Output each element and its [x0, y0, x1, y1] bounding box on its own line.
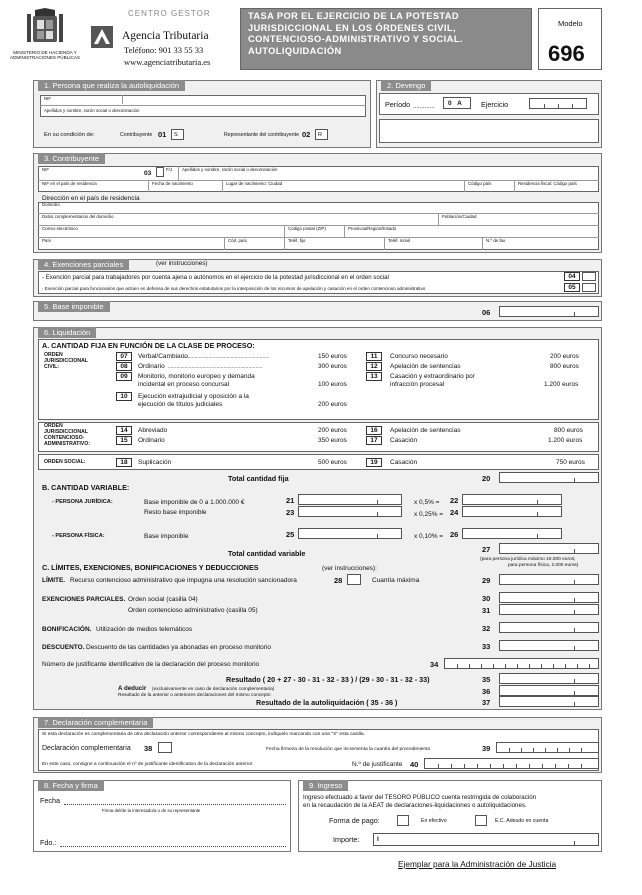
representante-label: Representante del contribuyente	[224, 132, 299, 138]
apellidos-input[interactable]	[154, 107, 364, 115]
section-3-contribuyente	[33, 153, 602, 253]
importe-input[interactable]	[373, 833, 599, 846]
limite-checkbox[interactable]	[347, 574, 361, 585]
casilla-16[interactable]: 16	[366, 426, 382, 435]
orden-civil-label: ORDEN JURISDICCIONAL CIVIL:	[44, 352, 89, 370]
descuento-input[interactable]	[499, 640, 599, 651]
casilla-09[interactable]: 09	[116, 372, 132, 381]
pj-cuota1-input[interactable]	[462, 494, 562, 505]
monitorio-label-2: incidental en proceso concursal	[138, 381, 230, 388]
casilla-06: 06	[482, 308, 491, 317]
pj-tramo2-input[interactable]	[298, 506, 402, 517]
casacion-civil-label: Casación y extraordinario por	[390, 373, 475, 380]
periodo-value: 0 A	[448, 100, 464, 107]
suplicacion-value: 500 euros	[318, 459, 347, 466]
agency-phone: Teléfono: 901 33 55 33	[124, 45, 204, 55]
resultado-label: Resultado ( 20 + 27 - 30 - 31 - 32 - 33 ) / (29 - 30 - 31 - 32 - 33)	[226, 675, 430, 684]
casilla-39: 39	[482, 744, 491, 753]
casilla-34: 34	[430, 660, 439, 669]
resultado-autoliquidacion-input[interactable]	[499, 696, 599, 707]
total-fija-label: Total cantidad fija	[228, 474, 289, 483]
ordinario-civil-label: Ordinario	[138, 363, 165, 370]
casilla-04: 04	[564, 272, 580, 281]
agency-web: www.agenciatributaria.es	[124, 57, 211, 67]
importe-label: Importe:	[333, 835, 360, 844]
casilla-01: 01	[158, 130, 167, 139]
coat-of-arms-icon	[25, 8, 65, 46]
efectivo-label: En efectivo	[421, 818, 447, 824]
monitorio-value: 100 euros	[318, 381, 347, 388]
justificante-monitorio-input[interactable]	[444, 658, 599, 669]
concurso-label: Concurso necesario	[390, 353, 448, 360]
agency-name: Agencia Tributaria	[122, 30, 209, 42]
ministry-name: MINISTERIO DE HACIENDA Y ADMINISTRACIONES PÚBLICAS	[10, 50, 80, 60]
bonificacion-text: Utilización de medios telemáticos	[96, 626, 193, 633]
apelacion-cont-label: Apelación de sentencias	[390, 427, 461, 434]
section-2-heading: 2. Devengo	[381, 80, 431, 91]
fecha-firmeza-label: Fecha firmeza de la resolución que incrementa la cuantía del procedimiento	[266, 747, 431, 752]
s3-nif-label: NIF	[42, 167, 50, 172]
importe-prefix: I	[377, 836, 379, 843]
codigo-pais-label: Código país	[468, 181, 492, 186]
total-variable-input[interactable]	[499, 543, 599, 554]
contribuyente-code: S	[174, 132, 178, 138]
descuento-text: Descuento de las cantidades ya abonadas en proceso monitorio	[86, 644, 272, 651]
casilla-07[interactable]: 07	[116, 352, 132, 361]
complementaria-checkbox[interactable]	[158, 742, 172, 753]
ejercicio-input[interactable]	[529, 98, 587, 109]
casilla-17[interactable]: 17	[366, 436, 382, 445]
correo-label: Correo electrónico	[42, 226, 78, 231]
dots: ....................................................................	[168, 364, 263, 370]
section-4-heading: 4. Exenciones parciales	[38, 259, 129, 270]
section-7-heading: 7. Declaración complementaria	[38, 717, 153, 728]
persona-juridica-label: - PERSONA JURÍDICA:	[52, 499, 113, 505]
pago-adeudo-checkbox[interactable]	[475, 815, 487, 826]
resultado-autoliquidacion-label: Resultado de la autoliquidación ( 35 - 36 )	[256, 698, 398, 707]
casilla-11[interactable]: 11	[366, 352, 382, 361]
a-deducir-label: A deducir	[118, 685, 147, 692]
fj-label: F/J	[166, 167, 173, 172]
casilla-20: 20	[482, 474, 491, 483]
s4-instructions: (ver instrucciones)	[156, 260, 208, 267]
periodo-label: Período	[385, 100, 411, 109]
casilla-32: 32	[482, 624, 491, 633]
section-9-ingreso	[298, 780, 602, 852]
numero-justificante-label: N.º de justificante	[352, 761, 403, 768]
casilla-36: 36	[482, 687, 491, 696]
pj-rate1: x 0,5% =	[414, 499, 440, 506]
representante-code: R	[318, 132, 322, 138]
apelacion-cont-value: 800 euros	[554, 427, 583, 434]
bonificacion-input[interactable]	[499, 622, 599, 633]
casilla-23: 23	[286, 508, 295, 517]
domicilio-label: Domicilio	[42, 202, 60, 207]
nif-input[interactable]	[42, 101, 120, 104]
ejecucion-value: 200 euros	[318, 401, 347, 408]
firmante-input[interactable]	[60, 846, 286, 847]
section-b-title: B. CANTIDAD VARIABLE:	[42, 483, 130, 492]
exenciones-parciales-label: EXENCIONES PARCIALES.	[42, 596, 126, 603]
descuento-label: DESCUENTO.	[42, 644, 85, 651]
residencia-fiscal-label: Residencia fiscal: Código país	[518, 181, 577, 186]
casilla-02: 02	[302, 130, 311, 139]
section-6-heading: 6. Liquidación	[38, 327, 96, 338]
base-imponible-input[interactable]	[499, 306, 599, 317]
abreviado-label: Abreviado	[138, 427, 168, 434]
casacion-cont-label: Casación	[390, 437, 418, 444]
section-6-liquidacion	[33, 327, 602, 710]
casacion-social-label: Casación	[390, 459, 418, 466]
orden-contencioso-label: ORDEN JURISDICCIONAL CONTENCIOSO-ADMINISTRATIVO:	[44, 423, 91, 447]
forma-pago-label: Forma de pago:	[329, 816, 380, 825]
verbal-label: Verbal/Cambiario	[138, 353, 188, 360]
casilla-31: 31	[482, 606, 491, 615]
cuantia-maxima-input[interactable]	[499, 574, 599, 585]
casilla-24: 24	[450, 508, 459, 517]
exencion-social-text: - Exención parcial para trabajadores por cuenta ajena o autónomos en el ejercicio de la potestad jurisdiccional en el orden social	[42, 274, 389, 281]
fecha-input[interactable]	[64, 804, 286, 805]
form-title: TASA POR EL EJERCICIO DE LA POTESTAD JURISDICCIONAL EN LOS ÓRDENES CIVIL, CONTENCIOSO-ADMINISTRATIVO Y SOCIAL. AUTOLIQUIDACIÓN	[248, 11, 463, 56]
concurso-value: 200 euros	[550, 353, 579, 360]
resultado-input[interactable]	[499, 673, 599, 684]
casilla-35: 35	[482, 675, 491, 684]
fdo-label: Fdo.:	[40, 838, 57, 847]
casilla-13[interactable]: 13	[366, 372, 382, 381]
pais-label: País	[42, 238, 51, 243]
justificante-anterior-text: En este caso, consigne a continuación el nº de justificante identificativo de la declaración anterior	[42, 762, 253, 767]
fecha-label: Fecha	[40, 796, 60, 805]
casilla-03: 03	[144, 170, 152, 177]
suplicacion-label: Suplicación	[138, 459, 172, 466]
ejecucion-label: Ejecución extrajudicial y oposición a la	[138, 393, 249, 400]
limite-label: LÍMITE.	[42, 577, 66, 584]
telefono-fijo-label: Teléf. fijo	[288, 238, 306, 243]
justificante-monitorio-label: Número de justificante identificativo de la declaración del proceso monitorio	[42, 661, 260, 668]
codigo-postal-label: Código postal (ZIP)	[288, 226, 326, 231]
apellidos-label: Apellidos y nombre, razón social o denominación	[44, 108, 140, 113]
section-2-devengo	[376, 80, 602, 148]
pf-cuota-input[interactable]	[462, 528, 562, 539]
pago-efectivo-checkbox[interactable]	[397, 815, 409, 826]
casilla-38: 38	[144, 744, 153, 753]
nif-residencia-label: NIF en el país de residencia	[42, 181, 97, 186]
monitorio-label: Monitorio, monitorio europeo y demanda	[138, 373, 255, 380]
casilla-08[interactable]: 08	[116, 362, 132, 371]
casacion-cont-value: 1.200 euros	[548, 437, 583, 444]
adeudo-cuenta-label: E.C. Adeudo en cuenta	[495, 818, 549, 824]
telefono-movil-label: Teléf. móvil	[388, 238, 410, 243]
agency-logo	[91, 26, 116, 48]
pj-tramo2-label: Resto base imponible	[144, 509, 207, 516]
ministry-logo	[6, 8, 84, 66]
casilla-40: 40	[410, 760, 419, 769]
agencia-tributaria-icon	[91, 26, 113, 48]
casacion-social-value: 750 euros	[556, 459, 585, 466]
ejercicio-label: Ejercicio	[481, 100, 509, 109]
limite-text: Recurso contencioso administrativo que impugna una resolución sancionadora	[70, 577, 297, 584]
ingreso-text-1: Ingreso efectuado a favor del TESORO PÚBLICO cuenta restringida de colaboración	[303, 794, 537, 801]
casilla-19[interactable]: 19	[366, 458, 382, 467]
section-3-heading: 3. Contribuyente	[38, 153, 105, 164]
casilla-28: 28	[334, 576, 343, 585]
lugar-nacimiento-label: Lugar de nacimiento: Ciudad	[226, 181, 283, 186]
ordinario-civil-value: 300 euros	[318, 363, 347, 370]
devengo-box-2	[379, 119, 599, 143]
casilla-15[interactable]: 15	[116, 436, 132, 445]
s3-apellidos-label: Apellidos y nombre, razón social o denominación	[182, 167, 278, 172]
pj-tramo1-input[interactable]	[298, 494, 402, 505]
provincia-label: Provincia/Región/Estado	[348, 226, 397, 231]
persona-fisica-label: - PERSONA FÍSICA:	[52, 533, 105, 539]
pj-rate2: x 0,25% =	[414, 511, 444, 518]
section-8-heading: 8. Fecha y firma	[38, 780, 104, 791]
direccion-title: Dirección en el país de residencia	[42, 195, 140, 202]
centro-gestor-label: CENTRO GESTOR	[128, 9, 211, 18]
section-4-exenciones	[33, 259, 602, 297]
casilla-26: 26	[450, 530, 459, 539]
pj-tramo1-label: Base imponible de 0 a 1.000.000 €	[144, 499, 245, 506]
condicion-label: En su condición de:	[44, 132, 95, 138]
fecha-firmeza-input[interactable]	[496, 742, 599, 753]
max-note-2: para persona física, 2.000 euros)	[508, 563, 579, 568]
exencion-contencioso-input[interactable]	[499, 604, 599, 615]
exencion-social-input[interactable]	[499, 592, 599, 603]
modelo-label: Modelo	[558, 19, 583, 28]
contribuyente-label: Contribuyente	[120, 132, 153, 138]
casilla-05: 05	[564, 283, 580, 292]
total-fija-input[interactable]	[499, 472, 599, 483]
declaracion-complementaria-label: Declaración complementaria	[42, 745, 131, 752]
bonificacion-label: BONIFICACIÓN.	[42, 626, 92, 633]
section-9-heading: 9. Ingreso	[303, 780, 348, 791]
casilla-29: 29	[482, 576, 491, 585]
casacion-civil-label-2: infracción procesal	[390, 381, 445, 388]
nif-label: NIF	[44, 96, 52, 101]
ordinario-cont-label: Ordinario	[138, 437, 165, 444]
total-variable-label: Total cantidad variable	[228, 549, 306, 558]
exencion-social-checkbox[interactable]	[582, 272, 596, 281]
orden-social-label: ORDEN SOCIAL:	[44, 459, 86, 465]
cuantia-maxima-label: Cuantía máxima	[372, 577, 420, 584]
exencion-contencioso-casilla: Orden contencioso administrativo (casilla 05)	[128, 607, 258, 614]
a-deducir-input[interactable]	[499, 685, 599, 696]
section-8-firma	[33, 780, 291, 852]
ejemplar-footer: Ejemplar para la Administración de Justicia	[398, 859, 557, 869]
ejecucion-label-2: ejecución de títulos judiciales	[138, 401, 223, 408]
casilla-37: 37	[482, 698, 491, 707]
pf-rate: x 0,10% =	[414, 533, 444, 540]
fax-label: N.º de fax	[486, 238, 506, 243]
exencion-contencioso-text: - Exención parcial para funcionarios que actúen en defensa de sus derechos estatutarios por la interposición de los recursos de apelación y casación en el orden contencioso administrativo	[42, 286, 426, 291]
casilla-14[interactable]: 14	[116, 426, 132, 435]
casilla-12[interactable]: 12	[366, 362, 382, 371]
casilla-27: 27	[482, 545, 491, 554]
section-c-title: C. LÍMITES, EXENCIONES, BONIFICACIONES Y DEDUCCIONES	[42, 563, 259, 572]
poblacion-label: Población/Ciudad	[442, 214, 477, 219]
section-c-instructions: (ver instrucciones):	[322, 565, 377, 572]
section-a-title: A. CANTIDAD FIJA EN FUNCIÓN DE LA CLASE DE PROCESO:	[42, 341, 255, 350]
exencion-contencioso-checkbox[interactable]	[582, 283, 596, 292]
cod-pais-label: Cód. país	[228, 238, 247, 243]
section-7-complementaria	[33, 717, 602, 773]
modelo-number: 696	[548, 41, 585, 66]
casilla-18[interactable]: 18	[116, 458, 132, 467]
fecha-nacimiento-label: Fecha de nacimiento	[152, 181, 193, 186]
section-1-declarant	[33, 80, 371, 148]
dots: ...............................................................	[182, 354, 270, 360]
pj-cuota2-input[interactable]	[462, 506, 562, 517]
casilla-33: 33	[482, 642, 491, 651]
numero-justificante-input[interactable]	[424, 758, 599, 769]
fj-input[interactable]	[156, 167, 164, 177]
ingreso-text-2: en la recaudación de la AEAT de declaraciones-liquidaciones o autoliquidaciones.	[303, 802, 527, 809]
section-1-heading: 1. Persona que realiza la autoliquidación	[38, 80, 185, 91]
casilla-25: 25	[286, 530, 295, 539]
complementaria-instructions: Si esta declaración es complementaria de otra declaración anterior correspondiente al mismo concepto, indíquelo marcando con una "X" esta casilla.	[42, 732, 365, 737]
apelacion-civil-value: 800 euros	[550, 363, 579, 370]
abreviado-value: 200 euros	[318, 427, 347, 434]
verbal-value: 150 euros	[318, 353, 347, 360]
casilla-22: 22	[450, 496, 459, 505]
firma-caption: Firma del/de la interesado/a o de su representante	[102, 808, 201, 813]
section-5-heading: 5. Base imponible	[38, 301, 110, 312]
casilla-21: 21	[286, 496, 295, 505]
casilla-30: 30	[482, 594, 491, 603]
a-deducir-note-2: Resultado de la anterior o anteriores declaraciones del mismo concepto	[118, 693, 271, 698]
pf-base-input[interactable]	[298, 528, 402, 539]
exencion-social-casilla: Orden social (casilla 04)	[128, 596, 198, 603]
a-deducir-note-1: (exclusivamente en caso de declaración complementaria)	[152, 687, 275, 692]
datos-complementarios-label: Datos complementarios del domicilio	[42, 214, 114, 219]
max-note-1: (para persona jurídica máximo 10.000 euros;	[480, 557, 576, 562]
ordinario-cont-value: 350 euros	[318, 437, 347, 444]
section-5-base	[33, 301, 602, 321]
pf-base-label: Base imponible	[144, 533, 189, 540]
casilla-10[interactable]: 10	[116, 392, 132, 401]
periodo-dots: .............	[413, 104, 435, 110]
casacion-civil-value: 1.200 euros	[544, 381, 579, 388]
apelacion-civil-label: Apelación de sentencias	[390, 363, 461, 370]
